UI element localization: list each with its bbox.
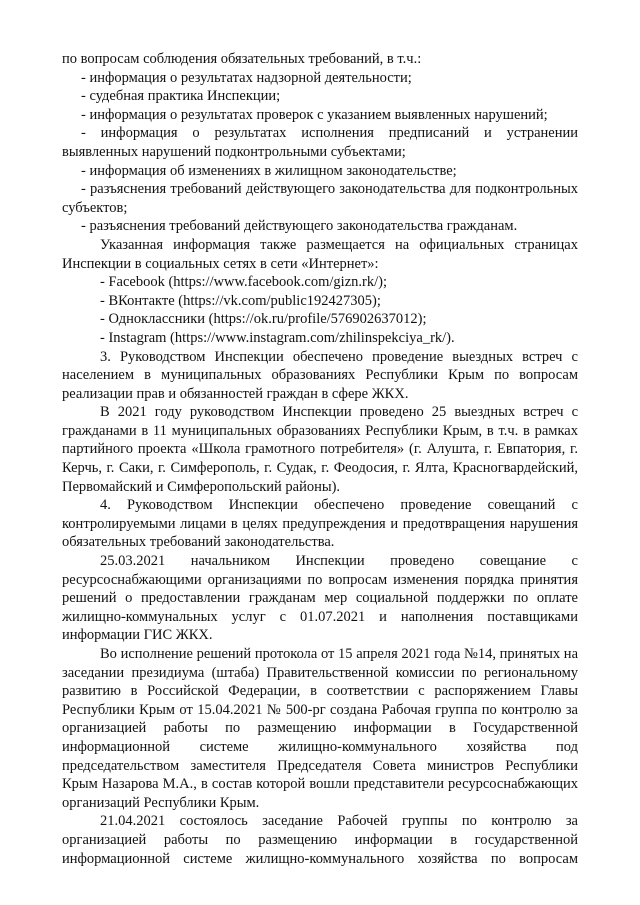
list-item-orders-execution: - информация о результатах исполнения предписаний и устранении выявленных нарушений подконтрольными субъектами; — [62, 125, 578, 160]
paragraph-item-4: 4. Руководством Инспекции обеспечено проведение совещаний с контролируемыми лицами в целях предупреждения и предотвращения нарушения обязательных требований законодательства. — [62, 497, 578, 551]
document-page — [62, 50, 578, 868]
social-link-instagram: - Instagram (https://www.instagram.com/zhilinspekciya_rk/). — [100, 329, 455, 346]
list-item-clarifications-citizens: - разъяснения требований действующего законодательства гражданам. — [81, 218, 518, 235]
list-item-clarifications-subjects: - разъяснения требований действующего законодательства для подконтрольных субъектов; — [62, 181, 578, 216]
list-item-legislation-changes: - информация об изменениях в жилищном законодательстве; — [81, 162, 457, 179]
list-item-oversight-results: - информация о результатах надзорной деятельности; — [81, 69, 412, 86]
social-link-facebook: - Facebook (https://www.facebook.com/gizn.rk/); — [100, 274, 387, 291]
paragraph-protocol-14: Во исполнение решений протокола от 15 апреля 2021 года №14, принятых на заседании президиума (штаба) Правительственной комиссии по региональному развитию в Российской Федерации, в соответствии с распоряжением Главы Республики Крым от 15.04.2021 № 500-рг создана Рабочая группа по контролю за организацией работы по размещению информации в Государственной информационной системе жилищно-коммунального хозяйства под председательством заместителя Председателя Совета министров Республики Крым Назарова М.А., в состав которой вошли представители ресурсоснабжающих организаций Республики Крым. — [62, 646, 578, 811]
list-item-inspection-results: - информация о результатах проверок с указанием выявленных нарушений; — [81, 106, 548, 123]
paragraph-working-group-meeting: 21.04.2021 состоялось заседание Рабочей группы по контролю за организацией работы по размещению информации в государственной информационной системе жилищно-коммунального хозяйства по вопросам — [62, 813, 578, 867]
paragraph-item-3: 3. Руководством Инспекции обеспечено проведение выездных встреч с населением в муниципальных образованиях Республики Крым по вопросам реализации прав и обязанностей граждан в сфере ЖКХ. — [62, 348, 578, 402]
paragraph-meetings-2021: В 2021 году руководством Инспекции проведено 25 выездных встреч с гражданами в 11 муниципальных образованиях Республики Крым, в т.ч. в рамках партийного проекта «Школа грамотного потребителя» (г. Алушта, г. Евпатория, г. Керчь, г. Саки, г. Симферополь, г. Судак, г. Феодосия, г. Ялта, Красногвардейский, Первомайский и Симферопольский районы). — [62, 404, 578, 495]
paragraph-social-intro: Указанная информация также размещается на официальных страницах Инспекции в социальных сетях в сети «Интернет»: — [62, 236, 578, 272]
paragraph-meeting-2021-03-25: 25.03.2021 начальником Инспекции проведено совещание с ресурсоснабжающими организациями по вопросам изменения порядка принятия решений о предоставлении гражданам мер социальной поддержки по оплате жилищно-коммунальных услуг с 01.07.2021 и наполнения поставщиками информации ГИС ЖКХ. — [62, 553, 578, 644]
list-item-court-practice: - судебная практика Инспекции; — [81, 88, 281, 105]
social-link-vkontakte: - ВКонтакте (https://vk.com/public192427305); — [100, 292, 381, 309]
social-link-odnoklassniki: - Одноклассники (https://ok.ru/profile/576902637012); — [100, 311, 427, 328]
paragraph-intro: по вопросам соблюдения обязательных требований, в т.ч.: — [62, 51, 422, 67]
